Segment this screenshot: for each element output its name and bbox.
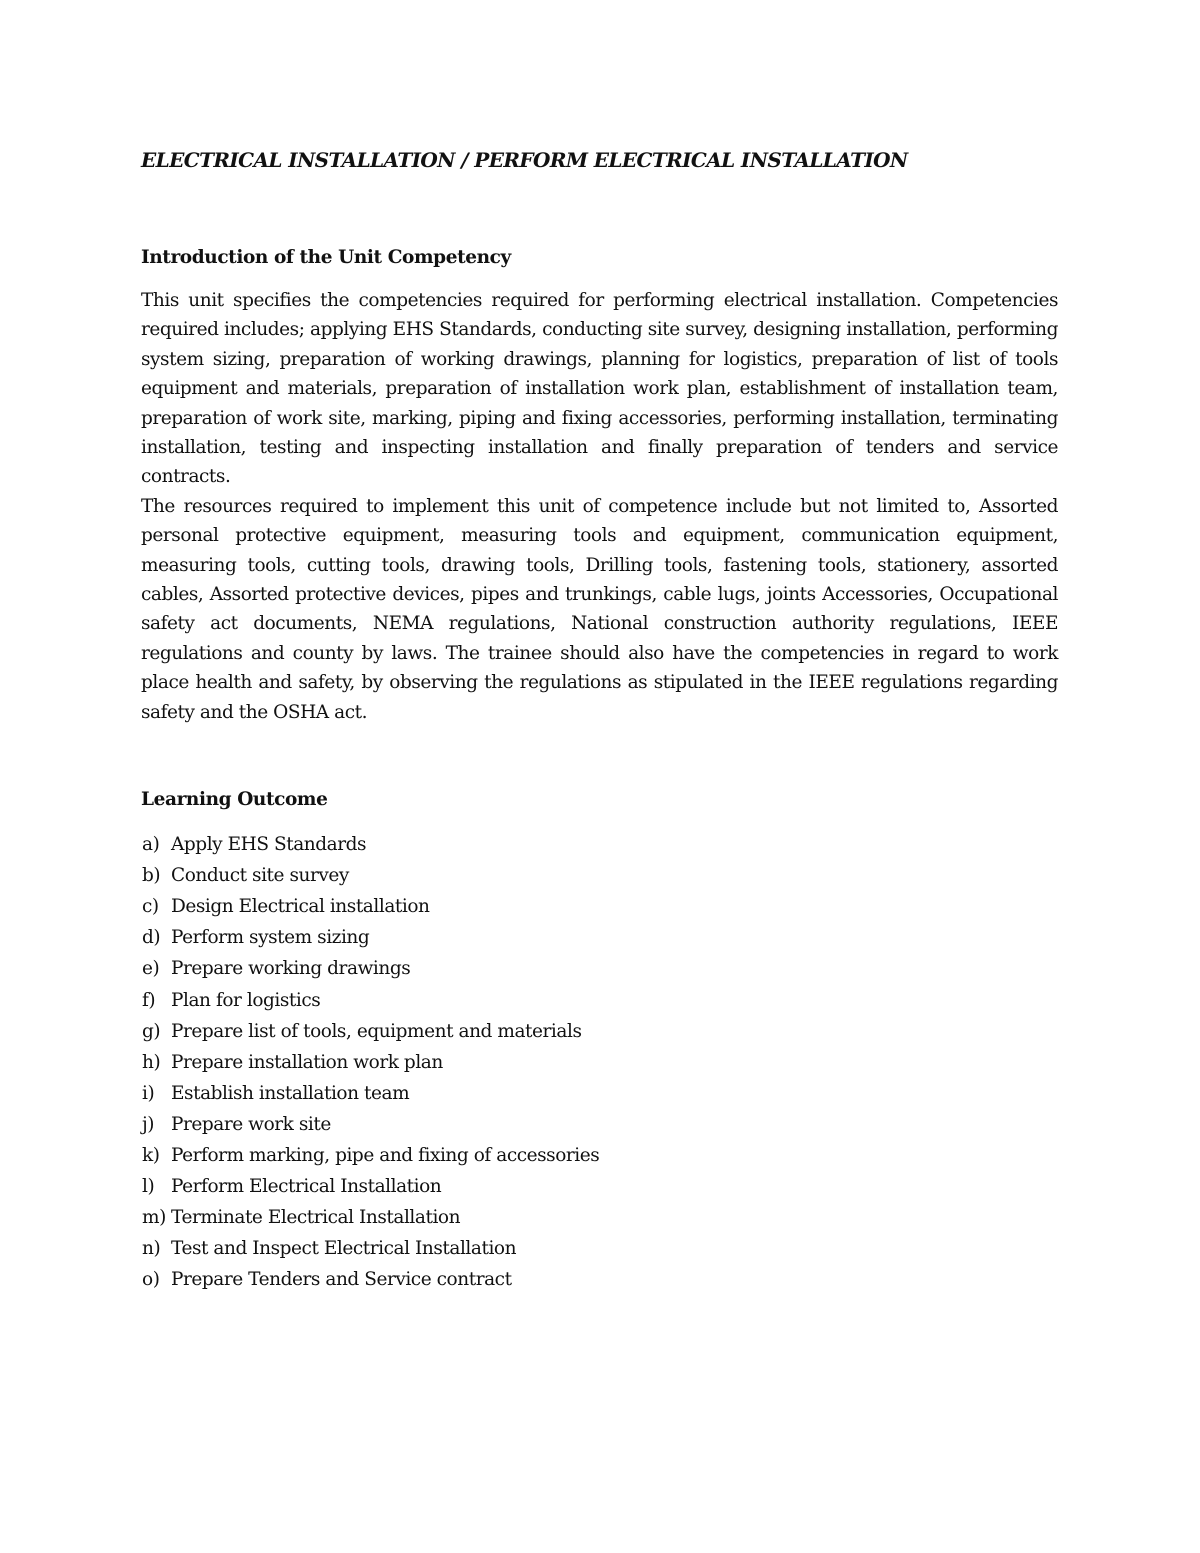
- list-item: [141, 1233, 1058, 1264]
- list-item: [141, 922, 1058, 953]
- list-item: [141, 891, 1058, 922]
- list-item-text: Plan for logistics: [171, 989, 321, 1011]
- list-item: [141, 829, 1058, 860]
- list-marker: d): [142, 927, 161, 949]
- list-item-text: Prepare working drawings: [171, 958, 411, 980]
- list-item: [141, 1016, 1058, 1047]
- list-item-text: Test and Inspect Electrical Installation: [171, 1238, 517, 1260]
- list-marker: m): [142, 1207, 166, 1229]
- list-marker: b): [142, 865, 161, 887]
- list-item: [141, 1078, 1058, 1109]
- list-item: [141, 860, 1058, 891]
- list-marker: h): [142, 1051, 161, 1073]
- list-item-text: Terminate Electrical Installation: [171, 1207, 461, 1229]
- intro-heading: Introduction of the Unit Competency: [141, 247, 511, 268]
- list-item-text: Perform marking, pipe and fixing of accessories: [171, 1145, 600, 1167]
- list-item-text: Perform system sizing: [171, 927, 370, 949]
- list-item: [141, 953, 1058, 984]
- list-item-text: Apply EHS Standards: [171, 834, 367, 856]
- list-marker: j): [142, 1113, 155, 1135]
- list-marker: l): [142, 1176, 155, 1198]
- list-marker: i): [142, 1082, 155, 1104]
- list-item-text: Prepare installation work plan: [171, 1051, 443, 1073]
- list-marker: f): [142, 989, 156, 1011]
- list-item-text: Prepare list of tools, equipment and materials: [171, 1020, 582, 1042]
- list-marker: k): [142, 1145, 160, 1167]
- list-item: [141, 1264, 1058, 1295]
- list-item: [141, 1109, 1058, 1140]
- list-item-text: Prepare work site: [171, 1113, 331, 1135]
- list-marker: c): [142, 896, 159, 918]
- list-item: [141, 1202, 1058, 1233]
- intro-paragraph-1: This unit specifies the competencies required for performing electrical installation. Competencies required includes; applying EHS Standards, conducting site survey, designing installation, performing system sizing, preparation of working drawings, planning for logistics, preparation of list of tools equipment and materials, preparation of installation work plan, establishment of installation team, preparation of work site, marking, piping and fixing accessories, performing installation, terminating installation, testing and inspecting installation and finally preparation of tenders and service contracts.: [141, 290, 1058, 488]
- list-item-text: Perform Electrical Installation: [171, 1176, 442, 1198]
- list-marker: n): [142, 1238, 161, 1260]
- list-marker: a): [142, 834, 160, 856]
- list-item: [141, 985, 1058, 1016]
- list-item: [141, 1140, 1058, 1171]
- list-marker: o): [142, 1269, 160, 1291]
- learning-outcome-list: [141, 829, 1058, 1295]
- list-item-text: Prepare Tenders and Service contract: [171, 1269, 512, 1291]
- list-item: [141, 1171, 1058, 1202]
- document-title: ELECTRICAL INSTALLATION / PERFORM ELECTRICAL INSTALLATION: [141, 148, 908, 172]
- learning-outcome-heading: Learning Outcome: [141, 789, 328, 811]
- list-item-text: Conduct site survey: [171, 865, 349, 887]
- list-item-text: Design Electrical installation: [171, 896, 430, 918]
- document-page: [141, 140, 1058, 1296]
- list-marker: e): [142, 958, 160, 980]
- list-item-text: Establish installation team: [171, 1082, 410, 1104]
- list-item: [141, 1047, 1058, 1078]
- list-marker: g): [142, 1020, 161, 1042]
- intro-paragraph-2: The resources required to implement this unit of competence include but not limited to, Assorted personal protective equipment, measuring tools and equipment, communication equipment, measuring tools, cutting tools, drawing tools, Drilling tools, fastening tools, stationery, assorted cables, Assorted protective devices, pipes and trunkings, cable lugs, joints Accessories, Occupational safety act documents, NEMA regulations, National construction authority regulations, IEEE regulations and county by laws. The trainee should also have the competencies in regard to work place health and safety, by observing the regulations as stipulated in the IEEE regulations regarding safety and the OSHA act.: [141, 495, 1058, 723]
